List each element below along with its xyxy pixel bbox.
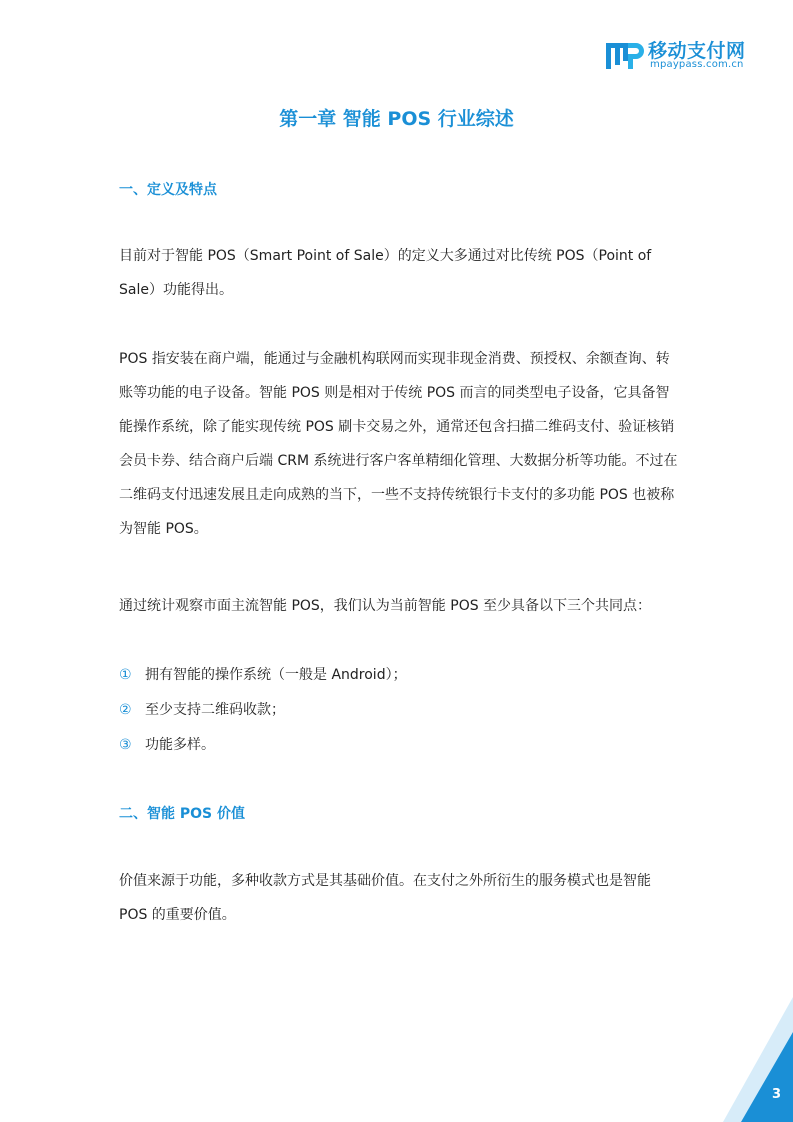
paragraph-definition: 目前对于智能 POS（Smart Point of Sale）的定义大多通过对比传统 POS（Point of Sale）功能得出。 bbox=[119, 248, 652, 298]
page-number: 3 bbox=[772, 1087, 782, 1102]
corner-decoration bbox=[723, 997, 793, 1122]
paragraph-common-points-intro: 通过统计观察市面主流智能 POS，我们认为当前智能 POS 至少具备以下三个共同点： bbox=[119, 598, 652, 614]
list-marker: ③ bbox=[119, 737, 132, 753]
mpaypass-logo bbox=[606, 36, 756, 72]
list-item bbox=[119, 734, 215, 754]
list-item bbox=[119, 699, 285, 719]
list-item bbox=[119, 664, 407, 684]
section-heading-value: 二、智能 POS 价值 bbox=[119, 806, 245, 822]
paragraph-value: 价值来源于功能，多种收款方式是其基础价值。在支付之外所衍生的服务模式也是智能 POS 的重要价值。 bbox=[119, 873, 651, 923]
section-heading-definition: 一、定义及特点 bbox=[119, 182, 217, 198]
list-marker: ② bbox=[119, 702, 132, 718]
list-item-text: 至少支持二维码收款； bbox=[145, 702, 285, 718]
list-item-text: 拥有智能的操作系统（一般是 Android）； bbox=[145, 667, 407, 683]
mp-logo-icon bbox=[606, 39, 644, 71]
list-marker: ① bbox=[119, 667, 132, 683]
logo-domain: mpaypass.com.cn bbox=[650, 59, 744, 70]
logo-chinese-name: 移动支付网 bbox=[648, 40, 746, 62]
chapter-title: 第一章 智能 POS 行业综述 bbox=[279, 108, 514, 130]
paragraph-pos-description: POS 指安装在商户端，能通过与金融机构联网而实现非现金消费、预授权、余额查询、转账等功能的电子设备。智能 POS 则是相对于传统 POS 而言的同类型电子设备，它具备智能操作系统，除了能实现传统 POS 刷卡交易之外，通常还包含扫描二维码支付、验证核销会员卡券、结合商户后端 CRM 系统进行客户客单精细化管理、大数据分析等功能。不过在二维码支付迅速发展且走向成熟的当下，一些不支持传统银行卡支付的多功能 POS 也被称为智能 POS。 bbox=[119, 351, 678, 537]
list-item-text: 功能多样。 bbox=[145, 737, 215, 753]
